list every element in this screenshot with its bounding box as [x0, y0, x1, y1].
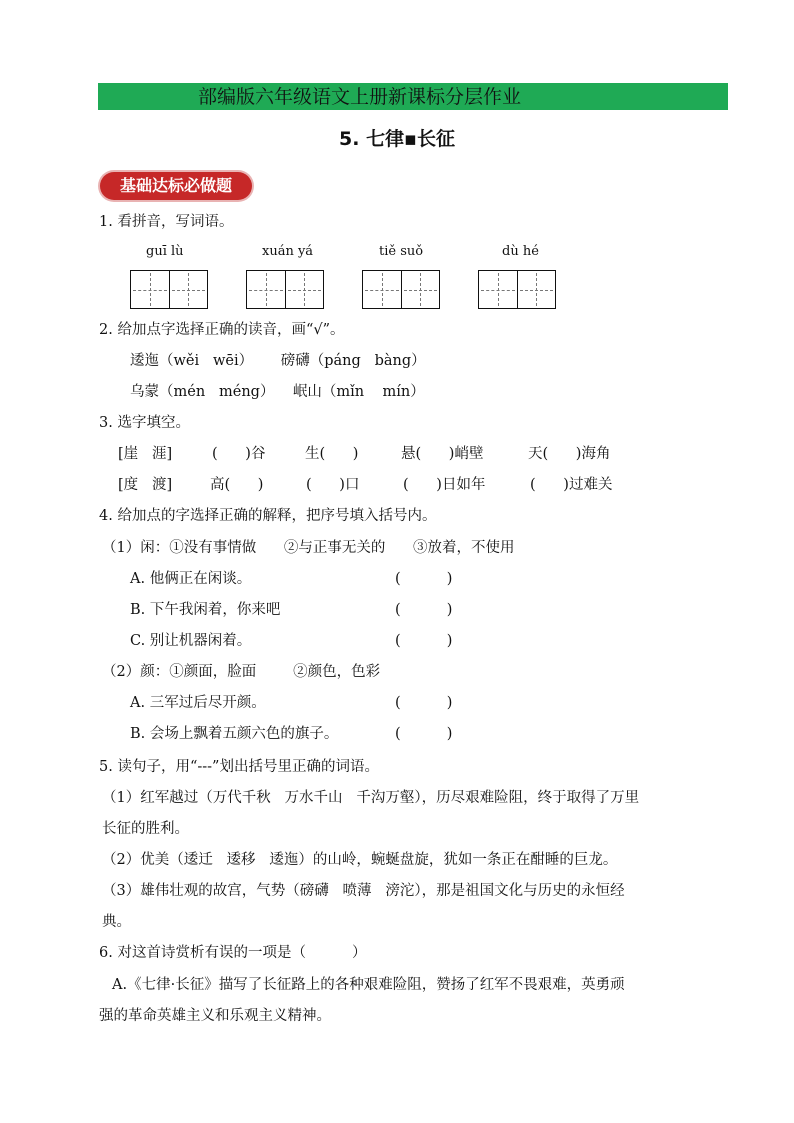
q1-pinyin-2: xuán yá	[262, 244, 314, 259]
q6-option-a-line2: 强的革命英雄主义和乐观主义精神。	[99, 1008, 331, 1024]
banner-title: 部编版六年级语文上册新课标分层作业	[198, 86, 522, 108]
q3-stem: 3. 选字填空。	[99, 415, 190, 431]
q2-stem: 2. 给加点字选择正确的读音，画“√”。	[99, 322, 345, 338]
q3-r1-blank-4: 天( )海角	[528, 446, 611, 462]
q5-sentence-1a: （1）红军越过（万代千秋 万水千山 千沟万壑），历尽艰难险阻，终于取得了万里	[102, 790, 640, 806]
writing-grid-3[interactable]	[362, 270, 440, 309]
q4-p1-answer-b: ( )	[395, 602, 453, 618]
section-badge: 基础达标必做题	[100, 172, 252, 200]
writing-grid-4[interactable]	[478, 270, 556, 309]
q6-option-a-line1: A.《七律·长征》描写了长征路上的各种艰难险阻，赞扬了红军不畏艰难，英勇顽	[112, 977, 625, 993]
q3-r2-blank-1: 高( )	[210, 477, 264, 493]
q4-stem: 4. 给加点的字选择正确的解释，把序号填入括号内。	[99, 508, 437, 524]
q1-pinyin-4: dù hé	[502, 244, 539, 259]
q4-p2-answer-a: ( )	[395, 695, 453, 711]
q1-pinyin-1: guī lù	[146, 244, 184, 259]
q6-stem: 6. 对这首诗赏析有误的一项是（ ）	[99, 945, 367, 961]
q4-p1-answer-a: ( )	[395, 571, 453, 587]
q5-sentence-2: （2）优美（逶迁 逶移 逶迤）的山岭，蜿蜒盘旋，犹如一条正在酣睡的巨龙。	[102, 852, 618, 868]
writing-grid-1[interactable]	[130, 270, 208, 309]
q1-pinyin-3: tiě suǒ	[379, 244, 424, 259]
q4-part2: （2）颜：①颜面，脸面 ②颜色，色彩	[102, 664, 381, 680]
q3-r2-blank-4: ( )过难关	[530, 477, 613, 493]
q5-stem: 5. 读句子，用“---”划出括号里正确的词语。	[99, 759, 379, 775]
q4-p2-answer-b: ( )	[395, 726, 453, 742]
q4-p1-item-a: A. 他俩正在闲谈。	[130, 571, 252, 587]
q3-r2-blank-3: ( )日如年	[403, 477, 486, 493]
writing-grid-2[interactable]	[246, 270, 324, 309]
q4-part1: （1）闲：①没有事情做 ②与正事无关的 ③放着，不使用	[102, 540, 515, 556]
q2-row-2: 乌蒙（mén méng） 岷山（mǐn mín）	[130, 384, 425, 400]
q3-r1-blank-3: 悬( )峭壁	[401, 446, 484, 462]
q3-r1-blank-2: 生( )	[305, 446, 359, 462]
q2-row-1: 逶迤（wěi wēi） 磅礴（páng bàng）	[130, 353, 426, 369]
q5-sentence-3a: （3）雄伟壮观的故宫，气势（磅礴 喷薄 滂沱），那是祖国文化与历史的永恒经	[102, 883, 625, 899]
q5-sentence-3b: 典。	[102, 914, 131, 930]
q3-r2-blank-2: ( )口	[306, 477, 360, 493]
q4-p1-item-b: B. 下午我闲着，你来吧	[130, 602, 281, 618]
q3-r1-choice: [崖 涯]	[118, 446, 173, 462]
q3-r2-choice: [度 渡]	[118, 477, 173, 493]
q4-p1-item-c: C. 别让机器闲着。	[130, 633, 252, 649]
q1-stem: 1. 看拼音，写词语。	[99, 214, 234, 230]
q4-p1-answer-c: ( )	[395, 633, 453, 649]
page-title: 5. 七律▪长征	[339, 128, 455, 150]
q5-sentence-1b: 长征的胜利。	[102, 821, 189, 837]
q4-p2-item-a: A. 三军过后尽开颜。	[130, 695, 266, 711]
q4-p2-item-b: B. 会场上飘着五颜六色的旗子。	[130, 726, 339, 742]
q3-r1-blank-1: ( )谷	[212, 446, 266, 462]
